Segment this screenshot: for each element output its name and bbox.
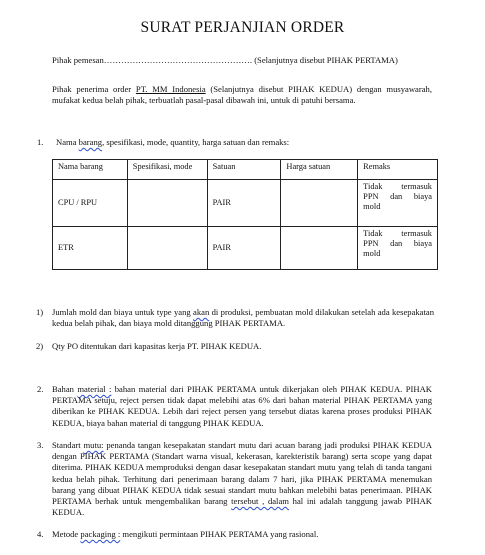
pemesan-dots: ……………………………………………. [103,55,253,65]
table-row [53,227,438,270]
sub1-post: di produksi, pembuatan mold dilakukan setelah ada kesepakatan kedua belah pihak, dan biaya mold ditanggung PIHAK PERTAMA. [52,307,434,329]
cell-spesifikasi [127,180,207,227]
item3-number: 3. [37,440,44,450]
item2-word-material: material : [77,384,112,394]
penerima-pre: Pihak penerima order [52,84,136,94]
table-row [53,180,438,227]
sub2-text: Qty PO ditentukan dari kapasitas kerja PT. PIHAK KEDUA. [52,341,262,351]
order-table [52,159,438,270]
item3-text [52,440,432,518]
item2-text [52,384,432,429]
header-cell: Nama barang [53,160,128,180]
header-cell: Remaks [358,160,438,180]
item2-pre: Bahan [52,384,78,394]
table-header-row [53,160,438,180]
header-cell: Satuan [207,160,281,180]
item2-post: bahan material dari PIHAK PERTAMA untuk dikerjakan oleh PIHAK KEDUA. PIHAK PERTAMA setuju, reject persen tidak dapat melebihi atas 6% dari bahan material PIHAK PERTAMA yang diberikan ke PIHAK KEDUA. Lebih dari reject persen yang tersebut diatas karena proses produksi PIHAK KEDUA, biaya bahan material di tanggung PIHAK KEDUA. [52,384,432,428]
sub1-number: 1) [36,307,44,317]
pemesan-line [52,55,434,66]
sub2-number: 2) [36,341,44,351]
sub1-word-akan: akan [193,307,210,317]
sub1-pre: Jumlah mold dan biaya untuk type yang [52,307,194,317]
pemesan-label: Pihak pemesan [52,55,104,65]
header-cell: Harga satuan [281,160,358,180]
item4-pre: Metode [52,529,81,539]
item1-pre: Nama [56,137,79,147]
cell-satuan: PAIR [207,180,281,227]
item2-number: 2. [37,384,44,394]
penerima-paragraph [52,84,432,106]
header-cell: Spesifikasi, mode [127,160,207,180]
item1-number: 1. [37,137,44,147]
cell-remaks: Tidak termasuk PPN dan biaya mold [358,227,438,270]
item1-text [56,137,436,148]
item4-text [52,529,432,540]
cell-harga [281,227,358,270]
item1-post: , spesifikasi, mode, quantity, harga satuan dan remaks: [102,137,290,147]
document-title: SURAT PERJANJIAN ORDER [140,19,345,36]
item3-mid: penanda tangan kesepakatan standart mutu dari acuan barang jadi produksi PIHAK KEDUA dengan PIHAK PERTAMA (Standart warna visual, kekerasan, karekteristik barang) serta scope yang dapat diterima. PIHAK KEDUA memproduksi dengan dasar kesepakatan standart mutu yang telah di tanda tangani kedua belah pihak. Terhitung dari penerimaan barang dalam 7 hari, jika PIHAK PERTAMA menemukan barang yang dibuat PIHAK KEDUA tidak sesuai standart mutu bahkan melebihi batas penerimaan. PIHAK PERTAMA berhak untuk mengembalikan barang [52,440,432,507]
item3-word-mutu: mutu: [83,440,104,450]
cell-satuan: PAIR [207,227,281,270]
penerima-company: PT. MM Indonesia [135,84,206,94]
item1-word-barang: barang [78,137,103,147]
item3-post: hal ini adalah tanggung jawab PIHAK KEDUA. [52,496,432,518]
item3-word-tersebut: tersebut , dalam [231,496,289,507]
item4-post: mengikuti permintaan PIHAK PERTAMA yang rasional. [120,529,319,539]
cell-nama: CPU / RPU [53,180,128,227]
item4-number: 4. [37,529,44,539]
item4-word-packaging: packaging : [80,529,121,539]
cell-remaks: Tidak termasuk PPN dan biaya mold [358,180,438,227]
sub1-text [52,307,434,329]
cell-spesifikasi [127,227,207,270]
cell-harga [281,180,358,227]
item3-pre: Standart [52,440,84,450]
penerima-post: (Selanjutnya disebut PIHAK KEDUA) dengan musyawarah, mufakat kedua belah pihak, terbuatlah pasal-pasal dibawah ini, untuk di patuhi bersama. [52,84,432,106]
cell-nama: ETR [53,227,128,270]
pemesan-suffix: (Selanjutnya disebut PIHAK PERTAMA) [252,55,398,65]
